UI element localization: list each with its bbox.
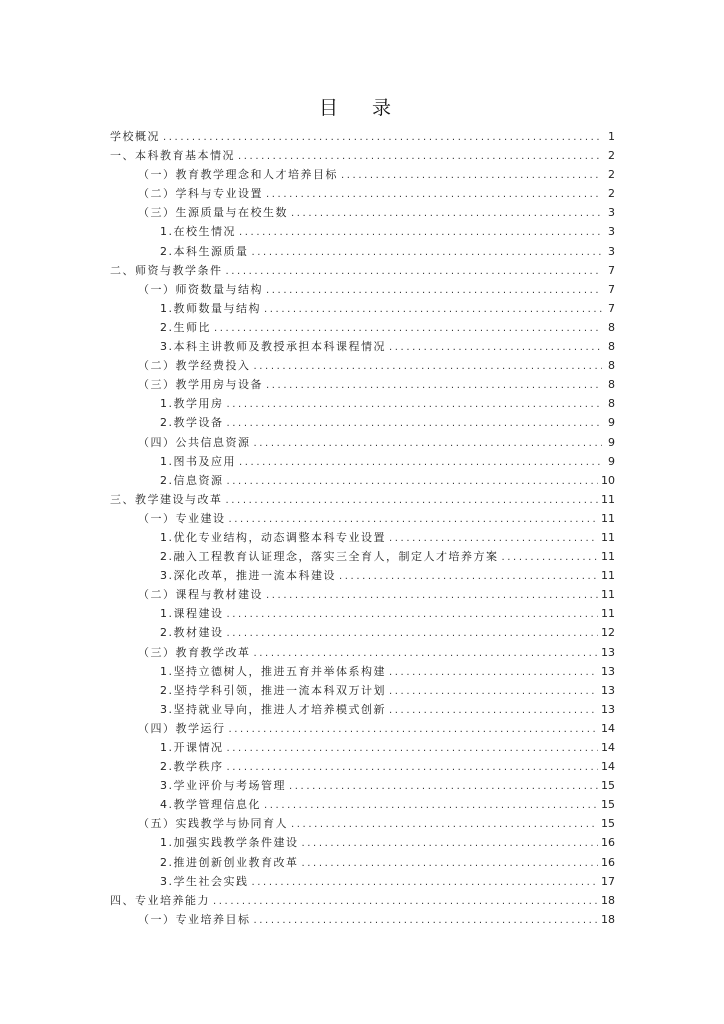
- dot-leader: [289, 777, 598, 796]
- dot-leader: [266, 185, 602, 204]
- toc-entry[interactable]: [110, 299, 615, 318]
- toc-entry-page-number: 11: [601, 569, 615, 583]
- toc-entry-title: （四）公共信息资源: [138, 435, 251, 449]
- dot-leader: [339, 567, 598, 586]
- toc-entry-title: 2.生师比: [160, 320, 211, 334]
- toc-entry-title: 四、专业培养能力: [110, 893, 210, 907]
- toc-entry-title: 2.融入工程教育认证理念，落实三全育人，制定人才培养方案: [160, 550, 499, 564]
- dot-leader: [252, 243, 603, 262]
- toc-entry-page-number: 11: [601, 550, 615, 564]
- dot-leader: [226, 491, 599, 510]
- toc-entry[interactable]: [110, 184, 615, 203]
- toc-entry-page-number: 13: [601, 702, 615, 716]
- toc-entry-page-number: 2: [608, 168, 615, 182]
- toc-entry-title: 2.教学设备: [160, 416, 224, 430]
- page-title: 目 录: [318, 97, 406, 119]
- toc-entry-title: （一）专业培养目标: [138, 912, 251, 926]
- dot-leader: [291, 815, 598, 834]
- dot-leader: [214, 319, 602, 338]
- toc-entry[interactable]: [110, 738, 615, 757]
- toc-entry-page-number: 7: [608, 263, 615, 277]
- toc-entry[interactable]: [110, 528, 615, 547]
- toc-entry-title: （五）实践教学与协同育人: [138, 817, 288, 831]
- toc-entry[interactable]: [110, 795, 615, 814]
- toc-entry-page-number: 9: [608, 454, 615, 468]
- toc-entry-title: 4.教学管理信息化: [160, 798, 261, 812]
- toc-entry-page-number: 14: [601, 741, 615, 754]
- dot-leader: [213, 892, 598, 911]
- dot-leader: [254, 911, 599, 930]
- dot-leader: [239, 453, 602, 472]
- toc-entry-title: （二）学科与专业设置: [138, 187, 263, 201]
- dot-leader: [266, 376, 602, 395]
- dot-leader: [389, 663, 598, 682]
- toc-entry-page-number: 11: [601, 530, 615, 544]
- toc-entry-title: 3.学生社会实践: [160, 874, 249, 888]
- toc-entry-page-number: 8: [608, 340, 615, 354]
- toc-entry[interactable]: [110, 585, 615, 604]
- toc-entry-page-number: 11: [601, 492, 615, 506]
- dot-leader: [302, 834, 599, 853]
- toc-entry[interactable]: [110, 547, 615, 566]
- toc-entry-title: 2.教学秩序: [160, 760, 224, 774]
- toc-entry[interactable]: [110, 681, 615, 700]
- toc-entry-page-number: 16: [601, 855, 615, 869]
- dot-leader: [229, 510, 599, 529]
- toc-entry-title: （三）生源质量与在校生数: [138, 206, 288, 220]
- toc-entry[interactable]: [110, 471, 615, 490]
- toc-entry[interactable]: [110, 891, 615, 910]
- dot-leader: [264, 300, 602, 319]
- dot-leader: [389, 701, 598, 720]
- toc-entry[interactable]: [110, 165, 615, 184]
- toc-entry-page-number: 7: [608, 301, 615, 315]
- toc-entry-page-number: 15: [601, 779, 615, 793]
- dot-leader: [239, 223, 602, 242]
- toc-entry[interactable]: [110, 910, 615, 929]
- toc-entry-page-number: 3: [608, 206, 615, 220]
- toc-entry-page-number: 17: [601, 874, 615, 888]
- toc-entry-title: （二）课程与教材建设: [138, 588, 263, 602]
- dot-leader: [389, 529, 598, 548]
- toc-list: [110, 127, 615, 929]
- dot-leader: [389, 682, 598, 701]
- toc-entry-page-number: 3: [608, 244, 615, 258]
- toc-entry-page-number: 14: [601, 760, 615, 774]
- toc-entry-page-number: 8: [608, 397, 615, 411]
- toc-entry-page-number: 16: [601, 836, 615, 850]
- toc-entry[interactable]: [110, 375, 615, 394]
- toc-entry[interactable]: [110, 261, 615, 280]
- toc-entry-title: 3.坚持就业导向，推进人才培养模式创新: [160, 702, 386, 716]
- toc-entry-title: 1.在校生情况: [160, 225, 236, 239]
- toc-entry-page-number: 9: [608, 416, 615, 430]
- toc-entry-page-number: 18: [601, 912, 615, 926]
- toc-entry-title: 1.加强实践教学条件建设: [160, 836, 299, 850]
- toc-entry[interactable]: [110, 566, 615, 585]
- toc-entry-title: （三）教学用房与设备: [138, 378, 263, 392]
- dot-leader: [227, 758, 599, 777]
- toc-entry[interactable]: [110, 623, 615, 642]
- toc-entry[interactable]: [110, 490, 615, 509]
- toc-entry-page-number: 2: [608, 149, 615, 163]
- toc-entry-page-number: 9: [608, 435, 615, 449]
- toc-entry[interactable]: [110, 337, 615, 356]
- toc-entry-title: 3.深化改革，推进一流本科建设: [160, 569, 336, 583]
- toc-entry-page-number: 8: [608, 378, 615, 392]
- toc-entry-title: （一）师资数量与结构: [138, 282, 263, 296]
- dot-leader: [227, 414, 603, 433]
- toc-entry-title: 2.本科生源质量: [160, 244, 249, 258]
- toc-entry[interactable]: [110, 413, 615, 432]
- dot-leader: [254, 434, 603, 453]
- dot-leader: [302, 854, 599, 873]
- toc-entry-page-number: 12: [601, 626, 615, 640]
- toc-entry[interactable]: [110, 280, 615, 299]
- toc-entry-page-number: 15: [601, 798, 615, 812]
- dot-leader: [291, 204, 602, 223]
- toc-entry-page-number: 8: [608, 359, 615, 373]
- toc-entry-page-number: 11: [601, 511, 615, 525]
- toc-entry-title: 三、教学建设与改革: [110, 492, 223, 506]
- toc-entry-title: 2.信息资源: [160, 473, 224, 487]
- dot-leader: [502, 548, 599, 567]
- toc-entry-title: 学校概况: [110, 130, 160, 143]
- dot-leader: [389, 338, 602, 357]
- toc-entry-title: （三）教育教学改革: [138, 645, 251, 659]
- toc-entry[interactable]: [110, 222, 615, 241]
- toc-entry-page-number: 13: [601, 645, 615, 659]
- toc-entry-title: （四）教学运行: [138, 721, 226, 735]
- toc-entry-title: 1.教师数量与结构: [160, 301, 261, 315]
- toc-entry-title: 2.推进创新创业教育改革: [160, 855, 299, 869]
- toc-entry-page-number: 2: [608, 187, 615, 201]
- toc-entry-title: 2.坚持学科引领，推进一流本科双万计划: [160, 683, 386, 697]
- toc-entry-page-number: 11: [601, 607, 615, 621]
- toc-entry[interactable]: [110, 452, 615, 471]
- toc-entry-title: 1.开课情况: [160, 741, 224, 754]
- dot-leader: [229, 720, 599, 739]
- toc-entry[interactable]: [110, 719, 615, 738]
- dot-leader: [227, 605, 599, 624]
- toc-entry[interactable]: [110, 242, 615, 261]
- toc-entry-title: 一、本科教育基本情况: [110, 149, 235, 163]
- toc-entry[interactable]: [110, 433, 615, 452]
- dot-leader: [266, 281, 602, 300]
- toc-entry[interactable]: [110, 776, 615, 795]
- toc-entry-page-number: 10: [601, 473, 615, 487]
- toc-entry[interactable]: [110, 853, 615, 872]
- dot-leader: [226, 262, 603, 281]
- toc-entry-page-number: 3: [608, 225, 615, 239]
- toc-entry-title: 1.课程建设: [160, 607, 224, 621]
- toc-entry-title: （一）教育教学理念和人才培养目标: [138, 168, 338, 182]
- dot-leader: [264, 796, 598, 815]
- toc-entry-title: （一）专业建设: [138, 511, 226, 525]
- toc-entry[interactable]: [110, 700, 615, 719]
- toc-entry-page-number: 15: [601, 817, 615, 831]
- toc-entry-title: 1.图书及应用: [160, 454, 236, 468]
- dot-leader: [266, 586, 598, 605]
- toc-entry-title: 2.教材建设: [160, 626, 224, 640]
- toc-entry[interactable]: [110, 814, 615, 833]
- dot-leader: [341, 166, 602, 185]
- toc-entry-page-number: 7: [608, 282, 615, 296]
- dot-leader: [227, 395, 603, 414]
- toc-entry-page-number: 13: [601, 664, 615, 678]
- toc-entry[interactable]: [110, 356, 615, 375]
- toc-entry[interactable]: [110, 318, 615, 337]
- toc-entry[interactable]: [110, 643, 615, 662]
- dot-leader: [163, 128, 602, 147]
- toc-entry-page-number: 14: [601, 721, 615, 735]
- toc-entry[interactable]: [110, 509, 615, 528]
- toc-entry-page-number: 8: [608, 320, 615, 334]
- dot-leader: [227, 472, 599, 491]
- toc-entry[interactable]: [110, 833, 615, 852]
- toc-entry[interactable]: [110, 394, 615, 413]
- toc-entry[interactable]: [110, 127, 615, 146]
- dot-leader: [254, 357, 603, 376]
- toc-entry-title: 1.坚持立德树人，推进五育并举体系构建: [160, 664, 386, 678]
- toc-entry-title: 3.本科主讲教师及教授承担本科课程情况: [160, 340, 386, 354]
- dot-leader: [252, 873, 599, 892]
- dot-leader: [238, 147, 602, 166]
- toc-entry[interactable]: [110, 604, 615, 623]
- toc-entry[interactable]: [110, 203, 615, 222]
- dot-leader: [227, 739, 599, 758]
- toc-entry[interactable]: [110, 146, 615, 165]
- toc-entry-title: 1.优化专业结构，动态调整本科专业设置: [160, 530, 386, 544]
- toc-entry-page-number: 13: [601, 683, 615, 697]
- toc-entry-page-number: 1: [608, 130, 615, 143]
- dot-leader: [227, 624, 599, 643]
- toc-entry[interactable]: [110, 662, 615, 681]
- toc-entry-title: 1.教学用房: [160, 397, 224, 411]
- toc-entry-title: 二、师资与教学条件: [110, 263, 223, 277]
- dot-leader: [254, 644, 599, 663]
- toc-entry[interactable]: [110, 757, 615, 776]
- toc-entry-title: （二）教学经费投入: [138, 359, 251, 373]
- toc-entry-title: 3.学业评价与考场管理: [160, 779, 286, 793]
- toc-entry-page-number: 11: [601, 588, 615, 602]
- toc-entry-page-number: 18: [601, 893, 615, 907]
- toc-entry[interactable]: [110, 872, 615, 891]
